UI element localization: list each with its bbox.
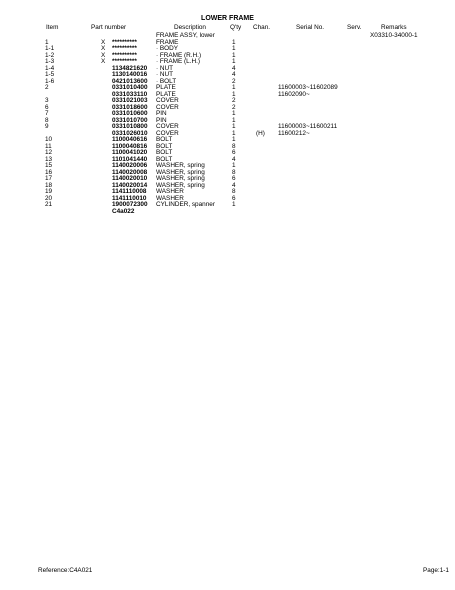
cell-qty: 2 [232, 97, 236, 104]
header-chan: Chan. [253, 24, 271, 31]
cell-part-number: 0331033110 [112, 90, 148, 98]
parts-table [0, 32, 455, 214]
cell-part-number: 1140020008 [112, 168, 148, 176]
cell-qty: 6 [232, 194, 236, 202]
cell-description: WASHER [156, 188, 184, 195]
cell-part-number: ********** [112, 58, 137, 65]
cell-description: FRAME ASSY, lower [156, 32, 215, 39]
cell-item: 1 [45, 38, 49, 46]
cell-part-number: 1140020014 [112, 181, 148, 189]
cell-item: 3 [45, 97, 49, 104]
cell-description: WASHER, spring [156, 175, 205, 182]
cell-part-number: 1140020006 [112, 162, 148, 169]
cell-part-number: 0331010700 [112, 116, 148, 124]
reference-label: Reference:C4A021 [38, 567, 93, 574]
cell-description: COVER [156, 103, 179, 111]
cell-qty: 8 [232, 168, 236, 176]
cell-item: 1-6 [45, 77, 55, 85]
cell-qty: 6 [232, 175, 236, 182]
cell-description: BOLT [156, 136, 173, 143]
cell-qty: 1 [232, 129, 236, 137]
cell-part-number: 0331026010 [112, 129, 148, 137]
cell-item: 8 [45, 116, 49, 124]
cell-item: 20 [45, 194, 53, 202]
cell-part-number: 0421013600 [112, 77, 148, 85]
cell-qty: 8 [232, 188, 236, 195]
cell-description: BOLT [156, 142, 173, 150]
cell-qty: 4 [232, 64, 236, 72]
cell-qty: 1 [232, 136, 236, 143]
cell-description: CYLINDER, spanner [156, 201, 215, 208]
header-part-number: Part number [91, 24, 127, 31]
cell-part-number: 0331018600 [112, 103, 148, 111]
cell-qty: 4 [232, 181, 236, 189]
cell-item: 18 [45, 181, 53, 189]
cell-remarks: X03310-34000-1 [370, 32, 418, 39]
header-serv: Serv. [347, 24, 362, 31]
cell-qty: 1 [232, 58, 236, 65]
cell-qty: 1 [232, 162, 236, 169]
cell-serial-no: 11600212~ [278, 129, 310, 137]
cell-description: · BODY [156, 45, 179, 52]
cell-qty: 6 [232, 149, 236, 156]
cell-description: BOLT [156, 155, 173, 163]
cell-part-number: ********** [112, 45, 137, 52]
cell-part-number: C4a022 [112, 207, 135, 215]
cell-part-number: 0331010800 [112, 123, 148, 130]
table-row [0, 208, 455, 215]
cell-item: 12 [45, 149, 53, 156]
cell-part-number: 1100040616 [112, 136, 148, 143]
cell-qty: 1 [232, 110, 236, 117]
cell-part-number: 1100040816 [112, 142, 148, 150]
cell-part-number: ********** [112, 38, 137, 46]
cell-item: 1-2 [45, 51, 55, 59]
page-number: Page:1-1 [423, 567, 449, 574]
cell-part-number: 1100041020 [112, 149, 148, 156]
cell-serial-no: 11600003~11600211 [278, 123, 338, 130]
cell-part-number: 0331021003 [112, 97, 148, 104]
cell-chan: (H) [256, 129, 265, 137]
cell-x-mark: X [101, 51, 106, 59]
cell-part-number: 1130140016 [112, 71, 148, 78]
cell-description: · BOLT [156, 77, 177, 85]
cell-x-mark: X [101, 38, 106, 46]
cell-item: 9 [45, 123, 49, 130]
cell-part-number: 1134821620 [112, 64, 148, 72]
cell-description: PLATE [156, 84, 176, 91]
cell-item: 13 [45, 155, 53, 163]
cell-description: WASHER, spring [156, 162, 205, 169]
cell-part-number: 1900072300 [112, 201, 148, 208]
header-qty: Q'ty [230, 24, 242, 31]
cell-part-number: 1141110010 [112, 194, 147, 202]
cell-description: · FRAME (L.H.) [156, 58, 201, 65]
cell-qty: 2 [232, 77, 236, 85]
cell-x-mark: X [101, 45, 106, 52]
cell-serial-no: 11602090~ [278, 90, 310, 98]
cell-description: BOLT [156, 149, 173, 156]
cell-item: 10 [45, 136, 53, 143]
cell-item: 15 [45, 162, 53, 169]
cell-qty: 1 [232, 116, 236, 124]
cell-part-number: 0331010600 [112, 110, 148, 117]
cell-item: 21 [45, 201, 53, 208]
cell-description: COVER [156, 123, 179, 130]
header-item: Item [46, 24, 59, 31]
cell-part-number: 1140020010 [112, 175, 148, 182]
cell-description: WASHER, spring [156, 181, 205, 189]
cell-item: 16 [45, 168, 53, 176]
cell-part-number: 1141110008 [112, 188, 147, 195]
cell-description: · NUT [156, 64, 174, 72]
cell-item: 1-1 [45, 45, 55, 52]
cell-description: · FRAME (R.H.) [156, 51, 202, 59]
cell-item: 1-3 [45, 58, 55, 65]
cell-item: 6 [45, 103, 49, 111]
header-serial-no: Serial No. [296, 24, 325, 31]
cell-description: COVER [156, 97, 179, 104]
cell-qty: 1 [232, 84, 236, 91]
cell-qty: 1 [232, 123, 236, 130]
cell-description: COVER [156, 129, 179, 137]
page-title: LOWER FRAME [201, 15, 254, 22]
table-header [0, 24, 455, 32]
cell-part-number: ********** [112, 51, 137, 59]
cell-description: PIN [156, 116, 167, 124]
cell-qty: 1 [232, 90, 236, 98]
cell-item: 11 [45, 142, 52, 150]
cell-item: 17 [45, 175, 53, 182]
cell-qty: 2 [232, 103, 236, 111]
cell-description: · NUT [156, 71, 174, 78]
cell-qty: 8 [232, 142, 236, 150]
cell-part-number: 1101041440 [112, 155, 148, 163]
cell-item: 19 [45, 188, 53, 195]
header-description: Description [174, 24, 206, 31]
cell-description: WASHER, spring [156, 168, 205, 176]
cell-qty: 4 [232, 71, 236, 78]
cell-serial-no: 11600003~11602089 [278, 84, 338, 91]
cell-item: 1-4 [45, 64, 55, 72]
cell-x-mark: X [101, 58, 106, 65]
cell-qty: 1 [232, 51, 236, 59]
cell-item: 7 [45, 110, 49, 117]
cell-description: FRAME [156, 38, 179, 46]
cell-item: 1-5 [45, 71, 55, 78]
cell-qty: 4 [232, 155, 236, 163]
cell-description: PIN [156, 110, 167, 117]
cell-part-number: 0331010400 [112, 84, 148, 91]
cell-item: 2 [45, 84, 49, 91]
header-remarks: Remarks [381, 24, 407, 31]
cell-qty: 1 [232, 38, 236, 46]
cell-description: WASHER [156, 194, 184, 202]
cell-qty: 1 [232, 45, 236, 52]
cell-qty: 1 [232, 201, 236, 208]
cell-description: PLATE [156, 90, 176, 98]
